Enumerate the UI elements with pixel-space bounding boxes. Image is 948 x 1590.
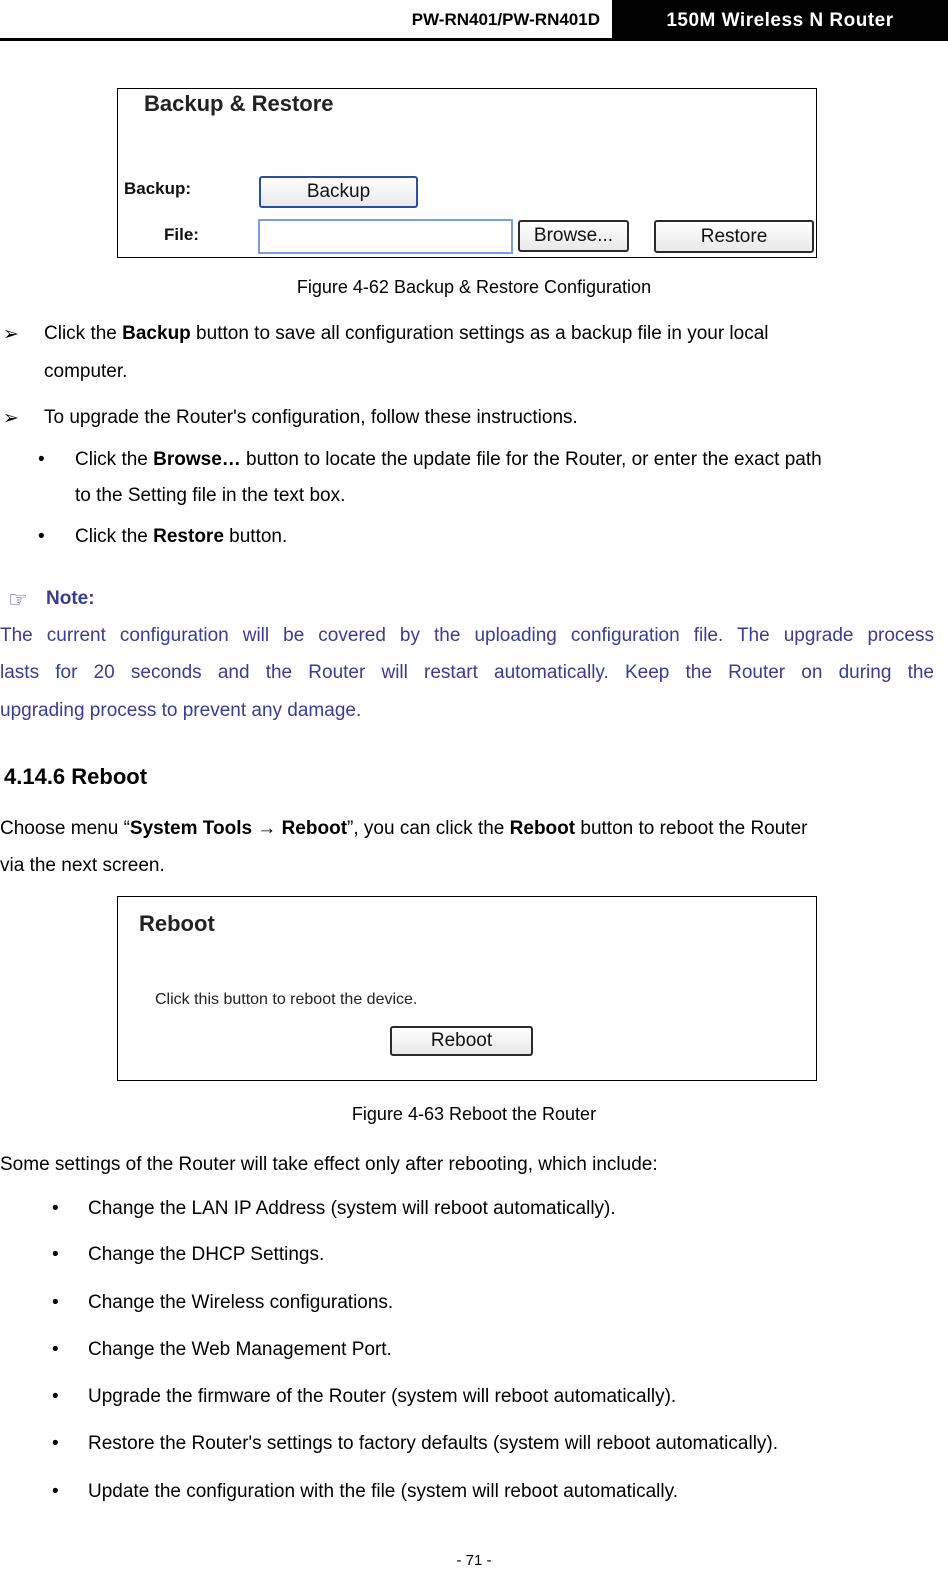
backup-button[interactable]: Backup xyxy=(259,176,418,208)
list-item: Change the DHCP Settings. xyxy=(88,1244,325,1265)
instruction-upgrade: To upgrade the Router's configuration, follow these instructions. xyxy=(44,407,578,428)
dot-bullet-icon: • xyxy=(52,1339,59,1360)
reboot-intro: Choose menu “System Tools → Reboot”, you can click the Reboot button to reboot the Router xyxy=(0,818,808,839)
dot-bullet-icon: • xyxy=(38,526,45,547)
note-line-3: upgrading process to prevent any damage. xyxy=(0,700,362,721)
reboot-button[interactable]: Reboot xyxy=(390,1026,533,1056)
instruction-restore: Click the Restore button. xyxy=(75,526,288,547)
arrow-bullet-icon: ➢ xyxy=(3,324,19,345)
restore-button[interactable]: Restore xyxy=(654,220,814,253)
reboot-intro-line2: via the next screen. xyxy=(0,855,165,876)
list-item: Upgrade the firmware of the Router (system will reboot automatically). xyxy=(88,1386,677,1407)
arrow-bullet-icon: ➢ xyxy=(3,408,19,429)
note-line-2: lasts for 20 seconds and the Router will restart automatically. Keep the Router on during the xyxy=(0,662,934,683)
pointing-hand-icon: ☞ xyxy=(8,587,28,612)
backup-restore-panel xyxy=(117,88,817,258)
settings-intro: Some settings of the Router will take effect only after rebooting, which include: xyxy=(0,1154,658,1175)
dot-bullet-icon: • xyxy=(38,449,45,470)
backup-label: Backup: xyxy=(124,179,192,198)
list-item: Restore the Router's settings to factory defaults (system will reboot automatically). xyxy=(88,1433,779,1454)
panel-title: Reboot xyxy=(139,911,215,936)
dot-bullet-icon: • xyxy=(52,1292,59,1313)
dot-bullet-icon: • xyxy=(52,1244,59,1265)
list-item: Change the Web Management Port. xyxy=(88,1339,392,1360)
page-number: - 71 - xyxy=(456,1552,492,1569)
file-label: File: xyxy=(164,225,199,244)
section-title: 4.14.6 Reboot xyxy=(4,764,148,789)
instruction-backup-line2: computer. xyxy=(44,361,128,382)
reboot-panel xyxy=(117,896,817,1081)
instruction-browse-line2: to the Setting file in the text box. xyxy=(75,485,346,506)
dot-bullet-icon: • xyxy=(52,1386,59,1407)
note-title: Note: xyxy=(46,588,95,609)
figure1-caption: Figure 4-62 Backup & Restore Configuration xyxy=(296,277,652,297)
header-model: PW-RN401/PW-RN401D xyxy=(411,10,600,29)
panel-title: Backup & Restore xyxy=(144,91,334,116)
list-item: Change the LAN IP Address (system will reboot automatically). xyxy=(88,1198,616,1219)
header-product: 150M Wireless N Router xyxy=(612,0,948,41)
dot-bullet-icon: • xyxy=(52,1433,59,1454)
header-rule xyxy=(0,38,948,41)
browse-button[interactable]: Browse... xyxy=(518,220,629,252)
figure2-caption: Figure 4-63 Reboot the Router xyxy=(351,1104,597,1124)
dot-bullet-icon: • xyxy=(52,1481,59,1502)
note-line-1: The current configuration will be covered by the uploading configuration file. The upgrade process xyxy=(0,625,934,646)
list-item: Update the configuration with the file (system will reboot automatically. xyxy=(88,1481,678,1502)
reboot-description: Click this button to reboot the device. xyxy=(155,991,418,1008)
dot-bullet-icon: • xyxy=(52,1198,59,1219)
instruction-backup: Click the Backup button to save all configuration settings as a backup file in your local xyxy=(44,323,769,344)
instruction-browse: Click the Browse… button to locate the update file for the Router, or enter the exact path xyxy=(75,449,822,470)
file-path-input[interactable] xyxy=(258,219,513,254)
list-item: Change the Wireless configurations. xyxy=(88,1292,394,1313)
